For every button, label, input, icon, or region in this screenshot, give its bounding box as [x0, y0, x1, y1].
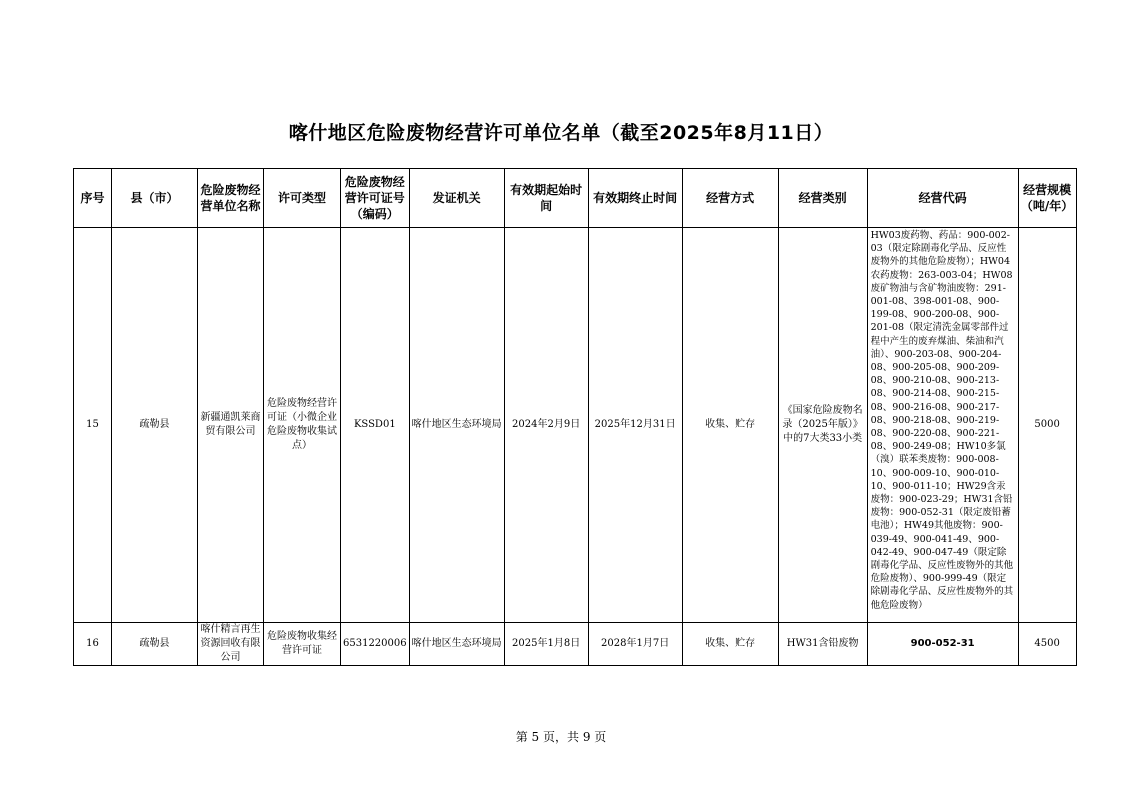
header-license-no: 危险废物经营许可证号（编码） — [341, 169, 410, 228]
cell-end: 2028年1月7日 — [588, 623, 682, 666]
codes-text: HW03废药物、药品：900-002-03（限定除剧毒化学品、反应性废物外的其他危险废物）；HW04农药废物：263-003-04；HW08废矿物油与含矿物油废物：291-001-08、398-001-08、900-199-08、900-200-08、900-201-08（限定清洗金属零部件过程中产生的废弃煤油、柴油和汽油）、900-203-08、900-204-08、900-205-08、900-209-08、900-210-08、900-213-08、900-214-08、900-215-08、900-216-08、900-217-08、900-218-08、900-219-08、900-220-08、900-221-08、900-249-08；HW10多氯（溴）联苯类废物：900-008-10、900-009-10、900-010-10、900-011-10；HW29含汞废物：900-023-29；HW31含铅废物：900-052-31（限定废铅蓄电池）；HW49其他废物：900-039-49、900-041-49、900-042-49、900-047-49（限定除剧毒化学品、反应性废物外的其他危险废物）、900-999-49（限定除剧毒化学品、反应性废物外的其他危险废物） — [870, 230, 1014, 611]
cell-scale: 5000 — [1018, 228, 1076, 623]
cell-start: 2025年1月8日 — [504, 623, 588, 666]
header-county: 县（市） — [112, 169, 198, 228]
cell-issuer: 喀什地区生态环境局 — [409, 228, 504, 623]
header-row — [74, 169, 1077, 228]
cell-start: 2024年2月9日 — [504, 228, 588, 623]
cell-mode: 收集、贮存 — [682, 228, 778, 623]
header-seq: 序号 — [74, 169, 112, 228]
header-end: 有效期终止时间 — [588, 169, 682, 228]
cell-seq: 15 — [74, 228, 112, 623]
cell-license-no: 6531220006 — [341, 623, 410, 666]
cell-license-type: 危险废物收集经营许可证 — [264, 623, 341, 666]
cell-license-type: 危险废物经营许可证（小微企业危险废物收集试点） — [264, 228, 341, 623]
cell-category: HW31含铅废物 — [778, 623, 867, 666]
header-start: 有效期起始时间 — [504, 169, 588, 228]
header-scale: 经营规模（吨/年） — [1018, 169, 1076, 228]
header-license-type: 许可类型 — [264, 169, 341, 228]
header-unit: 危险废物经营单位名称 — [198, 169, 264, 228]
cell-scale: 4500 — [1018, 623, 1076, 666]
cell-county: 疏勒县 — [112, 228, 198, 623]
table-row — [74, 228, 1077, 623]
table-row — [74, 623, 1077, 666]
cell-county: 疏勒县 — [112, 623, 198, 666]
cell-codes — [867, 228, 1018, 623]
cell-license-no: KSSD01 — [341, 228, 410, 623]
cell-codes: 900-052-31 — [867, 623, 1018, 666]
header-issuer: 发证机关 — [409, 169, 504, 228]
license-table — [73, 168, 1077, 666]
cell-end: 2025年12月31日 — [588, 228, 682, 623]
cell-unit: 新疆通凯莱商贸有限公司 — [198, 228, 264, 623]
cell-category: 《国家危险废物名录（2025年版）》中的7大类33小类 — [778, 228, 867, 623]
cell-unit: 喀什精言再生资源回收有限公司 — [198, 623, 264, 666]
header-category: 经营类别 — [778, 169, 867, 228]
cell-issuer: 喀什地区生态环境局 — [409, 623, 504, 666]
page-title: 喀什地区危险废物经营许可单位名单（截至2025年8月11日） — [288, 122, 834, 144]
header-mode: 经营方式 — [682, 169, 778, 228]
cell-seq: 16 — [74, 623, 112, 666]
cell-mode: 收集、贮存 — [682, 623, 778, 666]
page-number: 第 5 页，共 9 页 — [515, 730, 607, 744]
header-codes: 经营代码 — [867, 169, 1018, 228]
